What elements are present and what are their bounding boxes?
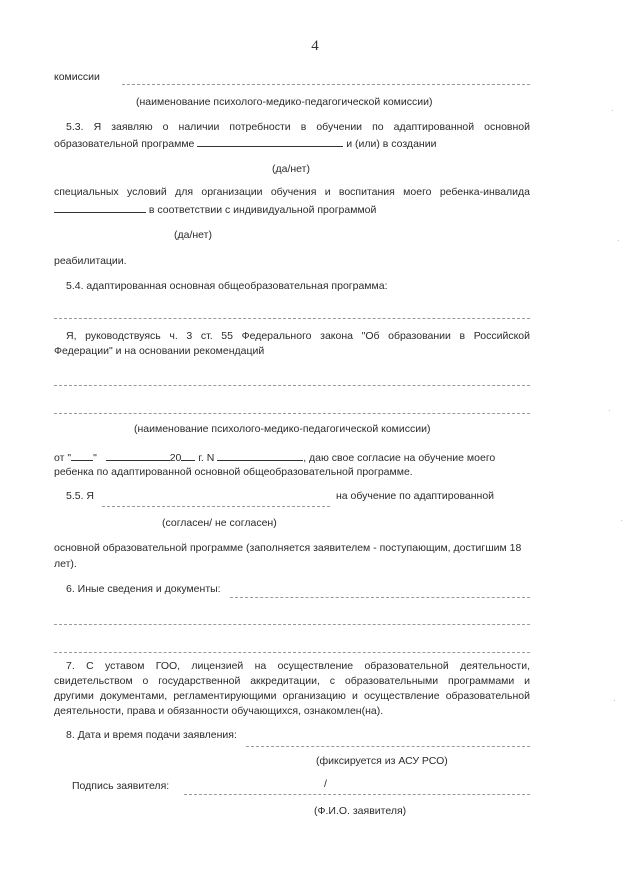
consent-line1: Я, руководствуясь ч. 3 ст. 55 Федерального закона "Об образовании в Российской: [66, 330, 530, 342]
s54-program-line: [54, 318, 530, 319]
consent-date-row: [54, 449, 495, 465]
signature-caption: (Ф.И.О. заявителя): [314, 805, 407, 817]
s53-line2: [54, 135, 436, 151]
date-mid: ": [93, 452, 97, 464]
g-n: г. N: [198, 452, 215, 464]
s7-line1: 7. С уставом ГОО, лицензией на осуществление образовательной деятельности,: [66, 660, 530, 672]
signature-slash: /: [324, 778, 327, 790]
consent-line-next: ребенка по адаптированной основной общеобразовательной программе.: [54, 466, 413, 478]
commission-start: комиссии: [54, 71, 100, 83]
page-number: 4: [311, 38, 319, 54]
consent-caption: (наименование психолого-медико-педагогической комиссии): [134, 423, 431, 435]
s8-label: 8. Дата и время подачи заявления:: [66, 729, 237, 741]
s55-prefix: 5.5. Я: [66, 490, 95, 502]
s6-line-2: [54, 624, 530, 625]
s53-line4: [54, 201, 376, 217]
s6-label: 6. Иные сведения и документы:: [66, 583, 221, 595]
consent-rec-line-1: [54, 385, 530, 386]
s7-line2: свидетельством о государственной аккредитации, с образовательными программами и: [54, 675, 530, 687]
commission-name-line: [122, 84, 530, 85]
s55-suffix: на обучение по адаптированной: [336, 490, 495, 502]
number-blank: [217, 449, 303, 461]
signature-label: Подпись заявителя:: [72, 780, 170, 792]
s8-caption: (фиксируется из АСУ РСО): [316, 755, 448, 767]
s6-line-3: [54, 652, 530, 653]
s7-line3: другими документами, регламентирующими организацию и осуществление образовательной: [54, 690, 530, 702]
s55-line3: лет).: [54, 558, 77, 570]
commission-caption: (наименование психолого-медико-педагогической комиссии): [136, 96, 433, 108]
s55-caption: (согласен/ не согласен): [162, 517, 277, 529]
s53-caption-2: (да/нет): [174, 229, 212, 241]
s55-consent-line: [102, 506, 330, 507]
s53-line4-text: в соответствии с индивидуальной программой: [148, 204, 377, 216]
consent-after: , даю свое согласие на обучение моего: [303, 452, 496, 464]
s54-line1: 5.4. адаптированная основная общеобразовательная программа:: [66, 280, 388, 292]
s53-blank-1: [197, 135, 343, 147]
consent-line2: Федерации" и на основании рекомендаций: [54, 345, 265, 357]
s53-line2-a: образовательной программе: [54, 138, 195, 150]
s53-blank-2: [54, 201, 146, 213]
month-blank: [106, 449, 170, 461]
s7-line4: деятельности, права и обязанности обучающихся, ознакомлен(на).: [54, 705, 384, 717]
s6-line-1: [230, 597, 530, 598]
s53-line3: специальных условий для организации обучения и воспитания моего ребенка-инвалида: [54, 186, 530, 198]
s53-line2-b: и (или) в создании: [346, 138, 437, 150]
s53-line1: 5.3. Я заявляю о наличии потребности в обучении по адаптированной основной: [66, 121, 530, 133]
s55-line2: основной образовательной программе (заполняется заявителем - поступающим, достигшим 18: [54, 542, 522, 554]
s53-caption-1: (да/нет): [272, 163, 310, 175]
s8-line: [246, 746, 530, 747]
signature-line: [184, 794, 530, 795]
consent-rec-line-2: [54, 413, 530, 414]
year-prefix: 20: [169, 452, 182, 464]
s53-line5: реабилитации.: [54, 255, 127, 267]
year-blank: [181, 449, 195, 461]
date-prefix: от ": [54, 452, 72, 464]
day-blank: [71, 449, 93, 461]
